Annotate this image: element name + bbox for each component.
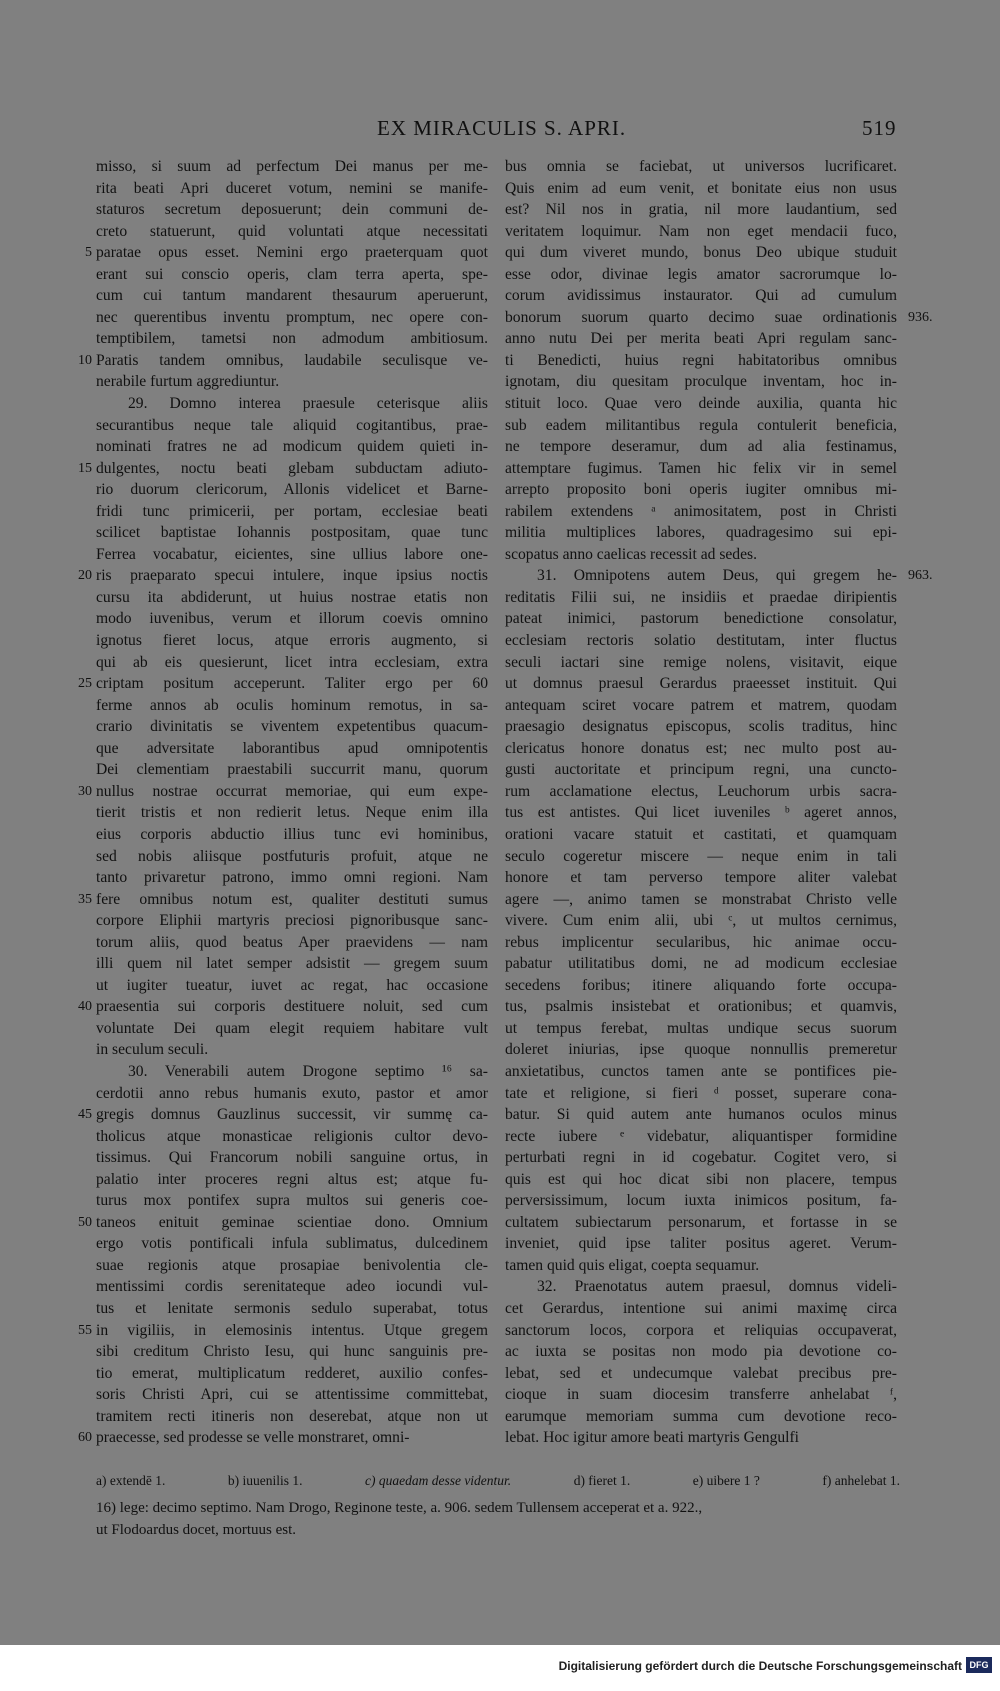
footnotes [96,1473,900,1541]
text-line: esse odor, divinae legis amator sacrorumque lo- [505,265,897,283]
text-line: tate et religione, si fieri ᵈ posset, superare cona- [505,1084,897,1102]
text-line: batur. Si quid autem ante humanos oculos minus [505,1106,897,1124]
text-line: 29. Domno interea praesule ceterisque aliis [128,395,488,413]
text-line: erant sui conscio operis, clam terra aperta, spe- [96,265,488,283]
text-line: veritatem loquimur. Nam non eget mendacii fuco, [505,222,897,240]
text-line: cultatem subiectarum personarum, et fortasse in se [505,1213,897,1231]
text-line: sub eadem militantibus regula contulerit beneficia, [505,416,897,434]
line-number: 35 [78,891,92,907]
text-line: 32. Praenotatus autem praesul, domnus videli- [537,1278,897,1296]
text-line: voluntate Dei quam elegit requiem habitare vult [96,1019,488,1037]
line-number: 60 [78,1430,92,1446]
text-line: seculo cogeretur miscere — neque enim in tali [505,847,897,865]
text-line: 31. Omnipotens autem Deus, qui gregem he- [537,567,897,585]
text-line: Quis enim ad eum venit, et bonitate eius non usus [505,179,897,197]
text-line: soris Christi Apri, cui se attentissime committebat, [96,1386,488,1404]
text-line: taneos enituit geminae scientiae dono. Omnium [96,1213,488,1231]
text-line: reditatis Filii sui, ne insidiis et praedae diripientis [505,588,897,606]
text-line: tus, psalmis insistebat et orationibus; et quamvis, [505,998,897,1016]
text-line: securantibus neque tale aliquid cogitantibus, prae- [96,416,488,434]
text-line: Ferrea vocabatur, eicientes, sine ullius labore one- [96,545,488,563]
text-line: perversissimum, locum iuxta inimicos positum, fa- [505,1192,897,1210]
text-line: paratae opus esset. Nemini ergo praeterquam quot [96,244,488,262]
text-line: crario divinitatis se viventem expetentibus quacum- [96,718,488,736]
text-line: sibi creditum Christo Iesu, qui hunc sanguinis pre- [96,1343,488,1361]
text-line: gusti auctoritate et principum regni, una cuncto- [505,761,897,779]
text-line: earumque memoriam summa cum devotione reco- [505,1407,897,1425]
apparatus-note: b) iuuenilis 1. [227,1473,303,1488]
text-line: inveniet, quid ipse taliter positus ageret. Verum- [505,1235,897,1253]
text-line: cerdotii anno rebus humanis exuto, pastor et amor [96,1084,488,1102]
text-line: tramitem recti itineris non deserebat, atque non ut [96,1407,488,1425]
text-line: ris praeparato specui intulere, inque ipsius noctis [96,567,488,585]
text-line: cet Gerardus, intentione sui animi maximę circa [505,1299,897,1317]
text-line: nullus nostrae occurrat memoriae, qui eum expe- [96,782,488,800]
text-line: ut domnus praesul Gerardus praeesset instituit. Qui [505,675,897,693]
text-line: nerabile furtum aggrediuntur. [96,373,280,391]
text-line: 30. Venerabili autem Drogone septimo ¹⁶ sa- [128,1062,488,1080]
text-line: eius corporis abductio illius tunc evi hominibus, [96,825,488,843]
text-line: ut iugiter tueatur, iuvet ac regat, hac occasione [96,976,488,994]
text-line: pabatur utilitatibus domi, ne ad modicum ecclesiae [505,955,897,973]
text-line: arrepto proposito boni operis iugiter omnibus mi- [505,481,897,499]
apparatus-note: e) uibere 1 ? [692,1473,760,1488]
text-line: mentissimi cordis serenitateque adeo iocundi vul- [96,1278,488,1296]
text-line: corpore Eliphii martyris preciosi pignoribusque sanc- [96,912,488,930]
text-line: secedens foribus; itinere aliquando forte occupa- [505,976,897,994]
line-number: 30 [78,783,92,799]
text-line: corum avidissimus instaurator. Qui ad cumulum [505,287,897,305]
line-number: 45 [78,1107,92,1123]
text-line: sanctorum locos, corpora et reliquias occupaverat, [505,1321,897,1339]
text-line: tanto privaretur patrono, immo omni regioni. Nam [96,869,488,887]
line-number: 40 [78,999,92,1015]
text-line: suae regionis atque prosapiae benivolentia cle- [96,1256,488,1274]
text-line: tholicus atque monasticae religionis cultor devo- [96,1127,488,1145]
text-line: ignotam, diu quesitam proculque inventam, hoc in- [505,373,897,391]
line-number: 5 [85,245,92,261]
text-line: Dei clementiam praestabili succurrit manu, quorum [96,761,488,779]
text-line: rabilem extendens ᵃ animositatem, post in Christi [505,502,897,520]
text-line: in vigiliis, in elemosinis intentus. Utque gregem [96,1321,488,1339]
text-line: militia multiplices labores, quadragesimo sui epi- [505,524,897,542]
text-line: cioque in suam diocesim transferre anhelabat ᶠ, [505,1386,897,1404]
margin-year: 963. [908,568,933,584]
text-line: ignotus fieret locus, atque erroris augmento, si [96,632,488,650]
line-number: 20 [78,568,92,584]
apparatus-note: c) quaedam desse videntur. [364,1473,512,1488]
text-line: praecesse, sed prodesse se velle monstraret, omni- [96,1429,410,1447]
text-line: est? Nil nos in gratia, nil more laudantium, sed [505,201,897,219]
text-line: bus omnia se faciebat, ut universos lucrificaret. [505,158,897,175]
text-line: ecclesiam rectoris solatio destitutam, inter fluctus [505,632,897,650]
text-line: tissimus. Qui Francorum nobili sanguine ortus, in [96,1149,488,1167]
text-line: bonorum suorum quarto decimo suae ordinationis [505,308,897,326]
text-line: Paratis tandem omnibus, laudabile seculisque ve- [96,351,488,369]
text-line: rum acclamatione electus, Leuchorum urbis sacra- [505,782,897,800]
text-line: scilicet baptistae Iohannis postpositam, quae tunc [96,524,488,542]
text-line: cursu ita abdiderunt, ut huius nostrae etatis non [96,588,488,606]
text-line: ergo votis pontificali infula sublimatus, dulcedinem [96,1235,488,1253]
text-line: anxietatibus, cunctos tamen ante se pontifices pie- [505,1062,897,1080]
text-line: doleret iniurias, ipse quoque nonnullis premeretur [505,1041,897,1059]
text-line: seculi iactari sine remige nolens, visitavit, eique [505,653,897,671]
apparatus-note: a) extendē 1. [96,1473,166,1488]
line-number: 55 [78,1322,92,1338]
text-line: antequam sciret vocare patrem et matrem, quodam [505,696,897,714]
text-line: cum cui tantum mandarent thesaurum aperuerunt, [96,287,488,305]
text-line: anno nutu Dei per merita beati Apri regulam sanc- [505,330,897,348]
dfg-logo-icon: DFG [966,1657,992,1673]
text-line: tierit tristis et non redierit letus. Neque enim illa [96,804,488,822]
text-line: fridi tunc primicerii, per portam, ecclesiae beati [96,502,488,520]
text-line: in seculum seculi. [96,1041,209,1059]
text-line: agere —, animo tamen se monstrabat Christo velle [505,890,897,908]
text-line: attemptare fugimus. Tamen hic felix vir in semel [505,459,897,477]
line-number: 25 [78,676,92,692]
text-line: pateat inimici, pastorum benedictione consolatur, [505,610,897,628]
text-line: clericatus honore donatus est; nec multo post au- [505,739,897,757]
text-line: creto statuerunt, quid voluntati atque necessitati [96,222,488,240]
text-line: criptam positum acceperunt. Taliter ergo per 60 [96,675,488,693]
text-line: ne tempore deseramur, dum ad alia festinamus, [505,438,897,456]
text-line: scopatus anno caelicas recessit ad sedes. [505,545,757,563]
text-line: tio emerat, multiplicatum redderet, auxilio confes- [96,1364,488,1382]
text-line: vivere. Cum enim alii, ubi ᶜ, ut multos cernimus, [505,912,897,930]
text-line: ac iuxta se positas non modo pia devotione co- [505,1343,897,1361]
text-line: misso, si suum ad perfectum Dei manus per me- [96,158,488,175]
text-line: turus mox pontifex supra multos sui generis coe- [96,1192,488,1210]
right-text-column [505,156,897,1449]
running-head [0,112,1000,142]
text-line: sed nobis aliisque postfuturis profuit, atque ne [96,847,488,865]
text-line: ferme annos ab oculis hominum remotus, in sa- [96,696,488,714]
text-line: recte iubere ᵉ videbatur, aliquantisper formidine [505,1127,897,1145]
text-line: perturbati regni in id cogebatur. Cogitet vero, si [505,1149,897,1167]
text-line: illi quem nil latet semper adsistit — gregem suum [96,955,488,973]
apparatus-note: f) anhelebat 1. [822,1473,900,1488]
text-line: stituit loco. Quae vero deinde auxilia, quanta hic [505,395,897,413]
margin-year: 936. [908,309,933,325]
text-line: quis est qui hoc dicat sibi non placere, tempus [505,1170,897,1188]
text-line: rita beati Apri duceret votum, nemini se manife- [96,179,488,197]
footnote-16-continued: ut Flodoardus docet, mortuus est. [96,1522,296,1538]
text-line: tus est antistes. Qui licet iuveniles ᵇ ageret annos, [505,804,897,822]
text-line: ti Benedicti, huius regni habitatoribus omnibus [505,351,897,369]
text-line: qui dum viveret mundo, bonus Deo ubique studuit [505,244,897,262]
text-line: rio duorum clericorum, Allonis videlicet et Barne- [96,481,488,499]
line-number: 10 [78,352,92,368]
text-line: praesagio designatus episcopus, scolis traditus, hinc [505,718,897,736]
text-line: modo iuvenibus, verum et illorum coevis omnino [96,610,488,628]
text-line: nominati fratres ne ad modicum quidem quieti in- [96,438,488,456]
digitization-credit-bar [0,1645,1000,1691]
line-number: 50 [78,1214,92,1230]
apparatus-criticus [96,1473,900,1497]
text-line: nec querentibus inventu promptum, nec opere con- [96,308,488,326]
text-line: gregis domnus Gauzlinus successit, vir summę ca- [96,1106,488,1124]
text-line: praesentia sui corporis destituere noluit, sed cum [96,998,488,1016]
text-line: tus et lenitate sermonis sedulo superabat, totus [96,1299,488,1317]
line-number: 15 [78,460,92,476]
text-line: torum aliis, quod beatus Aper praevidens — nam [96,933,488,951]
text-line: palatio inter proceres regni altus est; atque fu- [96,1170,488,1188]
text-line: lebat, sed et undecumque valebat precibus pre- [505,1364,897,1382]
text-line: rebus implicentur secularibus, hic animae occu- [505,933,897,951]
text-line: honore et tam perverso tempore aliter valebat [505,869,897,887]
left-text-column [96,156,488,1449]
text-line: temptibilem, tametsi non admodum ambitiosum. [96,330,488,348]
credit-text: Digitalisierung gefördert durch die Deutsche Forschungsgemeinschaft [558,1659,962,1673]
page-number: 519 [862,116,897,140]
text-line: dulgentes, noctu beati glebam subductam adiuto- [96,459,488,477]
footnote-16: 16) lege: decimo septimo. Nam Drogo, Reginone teste, a. 906. sedem Tullensem acceperat et a. 922., [96,1500,703,1516]
text-line: ut tempus ferebat, multas undique secus suorum [505,1019,897,1037]
running-title: EX MIRACULIS S. APRI. [377,116,627,140]
text-line: que adversitate laborantibus apud omnipotentis [96,739,488,757]
text-line: tamen quid quis eligat, coepta sequamur. [505,1256,760,1274]
apparatus-note: d) fieret 1. [573,1473,631,1488]
text-line: lebat. Hoc igitur amore beati martyris Gengulfi [505,1429,800,1447]
text-line: staturos secretum deposuerunt; dein communi de- [96,201,488,219]
text-line: orationi vacare statuit et castitati, et quamquam [505,825,897,843]
text-line: qui ab eis quesierunt, licet intra ecclesiam, extra [96,653,488,671]
text-line: fere omnibus notum est, qualiter destituti sumus [96,890,488,908]
